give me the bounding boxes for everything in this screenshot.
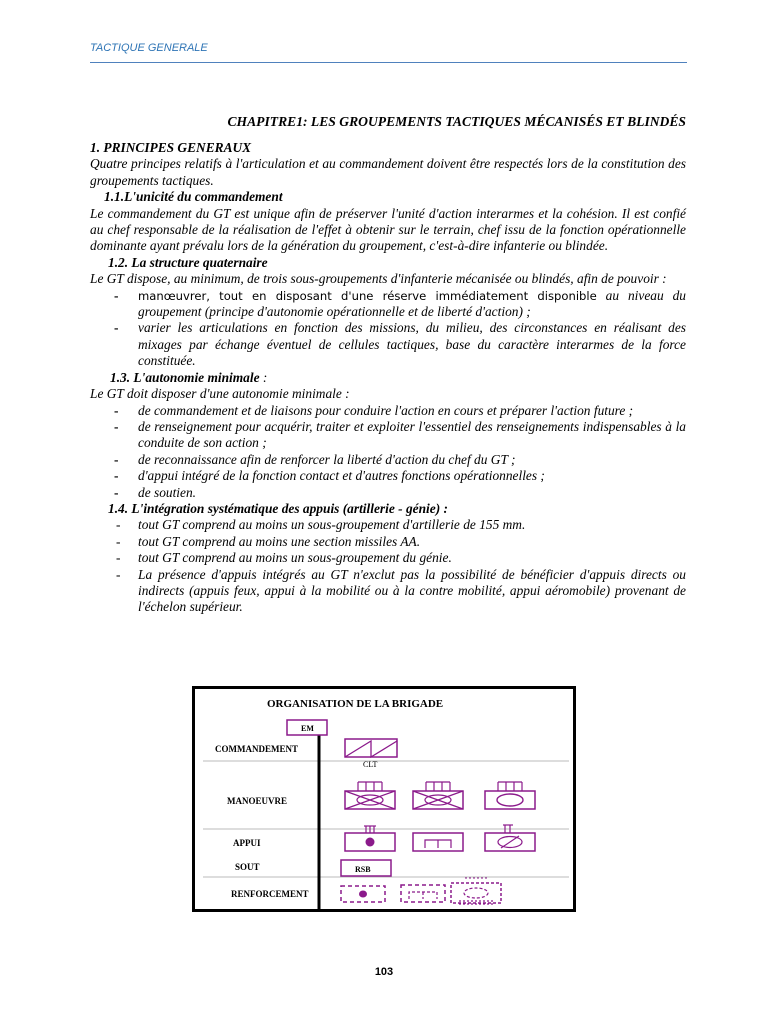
document-body: [90, 140, 686, 616]
list-item: [90, 550, 686, 566]
bullet-dash: -: [114, 402, 119, 418]
brigade-organization-diagram: [192, 686, 576, 912]
subsection-heading-1-4: 1.4. L'intégration systématique des appuis (artillerie - génie) :: [108, 500, 448, 516]
list-item: [90, 534, 686, 550]
diagram-title: ORGANISATION DE LA BRIGADE: [267, 698, 444, 710]
subsection-1-2-text: Le GT dispose, au minimum, de trois sous-groupements d'infanterie mécanisée ou blindés, afin de pouvoir :: [90, 271, 667, 287]
list-item-text: de renseignement pour acquérir, traiter et exploiter l'essentiel des renseignements indispensables à la conduite de son action ;: [138, 418, 686, 451]
list-item-text: tout GT comprend au moins un sous-groupement d'artillerie de 155 mm.: [138, 517, 526, 533]
reinforcement-antiair-symbol: [451, 878, 501, 904]
bullet-dash: -: [116, 533, 121, 549]
structure-list: [90, 288, 686, 370]
row-label-commandement: COMMANDEMENT: [215, 744, 298, 754]
row-label-appui: APPUI: [233, 838, 261, 848]
bullet-dash: -: [116, 550, 121, 566]
section-1-intro: Quatre principes relatifs à l'articulation et au commandement doivent être respectés lors de la constitution des groupements tactiques.: [90, 156, 686, 188]
list-item: [90, 288, 686, 321]
subsection-1-1-text: Le commandement du GT est unique afin de préserver l'unité d'action interarmes et la cohésion. Il est confié au chef responsable de la réalisation de l'effet à obtenir sur le terrain, chef issu de la fonction opérationnelle dominante ayant prévalu lors de la génération du groupement, c'est-à-dire infanterie ou blindée.: [90, 205, 686, 254]
list-item-text: de commandement et de liaisons pour conduire l'action en cours et préparer l'action future ;: [138, 402, 634, 418]
clt-label: CLT: [363, 760, 378, 769]
heading-suffix: :: [259, 369, 268, 385]
subsection-heading-1-3: 1.3. L'autonomie minimale: [110, 369, 260, 385]
list-item-text-a: manœuvrer, tout en disposant d'une réserve immédiatement disponible: [138, 288, 597, 303]
armored-infantry-symbol: [413, 782, 463, 809]
bullet-dash: -: [114, 287, 119, 303]
list-item: [90, 517, 686, 533]
bullet-dash: -: [114, 418, 119, 434]
reinforcement-artillery-symbol: [341, 886, 385, 902]
subsection-heading-1-1: 1.1.L'unicité du commandement: [104, 189, 283, 205]
bullet-dash: -: [116, 517, 121, 533]
list-item-text-b: au niveau du groupement (principe d'autonomie opérationnelle et de liberté d'action) ;: [138, 287, 686, 320]
list-item-text: tout GT comprend au moins une section missiles AA.: [138, 533, 421, 549]
list-item: [90, 485, 686, 501]
bullet-dash: -: [114, 451, 119, 467]
list-item: [90, 403, 686, 419]
list-item: [90, 320, 686, 369]
header-divider: [90, 62, 687, 63]
rsb-label: RSB: [355, 865, 371, 874]
list-item: [90, 419, 686, 452]
section-heading-1: 1. PRINCIPES GENERAUX: [90, 140, 252, 155]
chapter-title: CHAPITRE1: LES GROUPEMENTS TACTIQUES MÉCANISÉS ET BLINDÉS: [227, 114, 686, 129]
armor-symbol: [485, 782, 535, 809]
artillery-symbol: [345, 826, 395, 851]
page-number: 103: [374, 966, 394, 978]
em-label: EM: [301, 724, 314, 733]
running-header: TACTIQUE GENERALE: [90, 42, 208, 54]
row-label-manoeuvre: MANOEUVRE: [227, 796, 287, 806]
clt-symbol: [345, 739, 397, 757]
engineer-symbol: [413, 833, 463, 851]
list-item-text: La présence d'appuis intégrés au GT n'exclut pas la possibilité de bénéficier d'appuis directs ou indirects (appuis feux, appui à la mobilité ou à la contre mobilité, appui aéromobile) provenant de l'échelon supérieur.: [138, 566, 686, 615]
diagram-canvas: [195, 689, 573, 909]
subsection-1-3-text: Le GT doit disposer d'une autonomie minimale :: [90, 386, 350, 402]
bullet-dash: -: [114, 468, 119, 484]
list-item: [90, 452, 686, 468]
bullet-dash: -: [114, 320, 119, 336]
subsection-heading-1-2: 1.2. La structure quaternaire: [108, 254, 268, 270]
reinforcement-engineer-symbol: [401, 885, 445, 902]
list-item-text: varier les articulations en fonction des missions, du milieu, des circonstances en réalisant des mixages par échange éventuel de cellules tactiques, base du caractère interarmes de la force constituée.: [138, 320, 686, 369]
autonomy-list: [90, 403, 686, 501]
row-label-renforcement: RENFORCEMENT: [231, 889, 309, 899]
support-list: [90, 517, 686, 615]
bullet-dash: -: [116, 566, 121, 582]
armored-infantry-symbol: [345, 782, 395, 809]
list-item-text: de soutien.: [138, 484, 197, 500]
list-item: [90, 468, 686, 484]
list-item-text: d'appui intégré de la fonction contact et d'autres fonctions opérationnelles ;: [138, 468, 545, 484]
bullet-dash: -: [114, 484, 119, 500]
row-label-sout: SOUT: [235, 862, 260, 872]
list-item: [90, 567, 686, 616]
list-item-text: de reconnaissance afin de renforcer la liberté d'action du chef du GT ;: [138, 451, 516, 467]
list-item-text: tout GT comprend au moins un sous-groupement du génie.: [138, 550, 452, 566]
